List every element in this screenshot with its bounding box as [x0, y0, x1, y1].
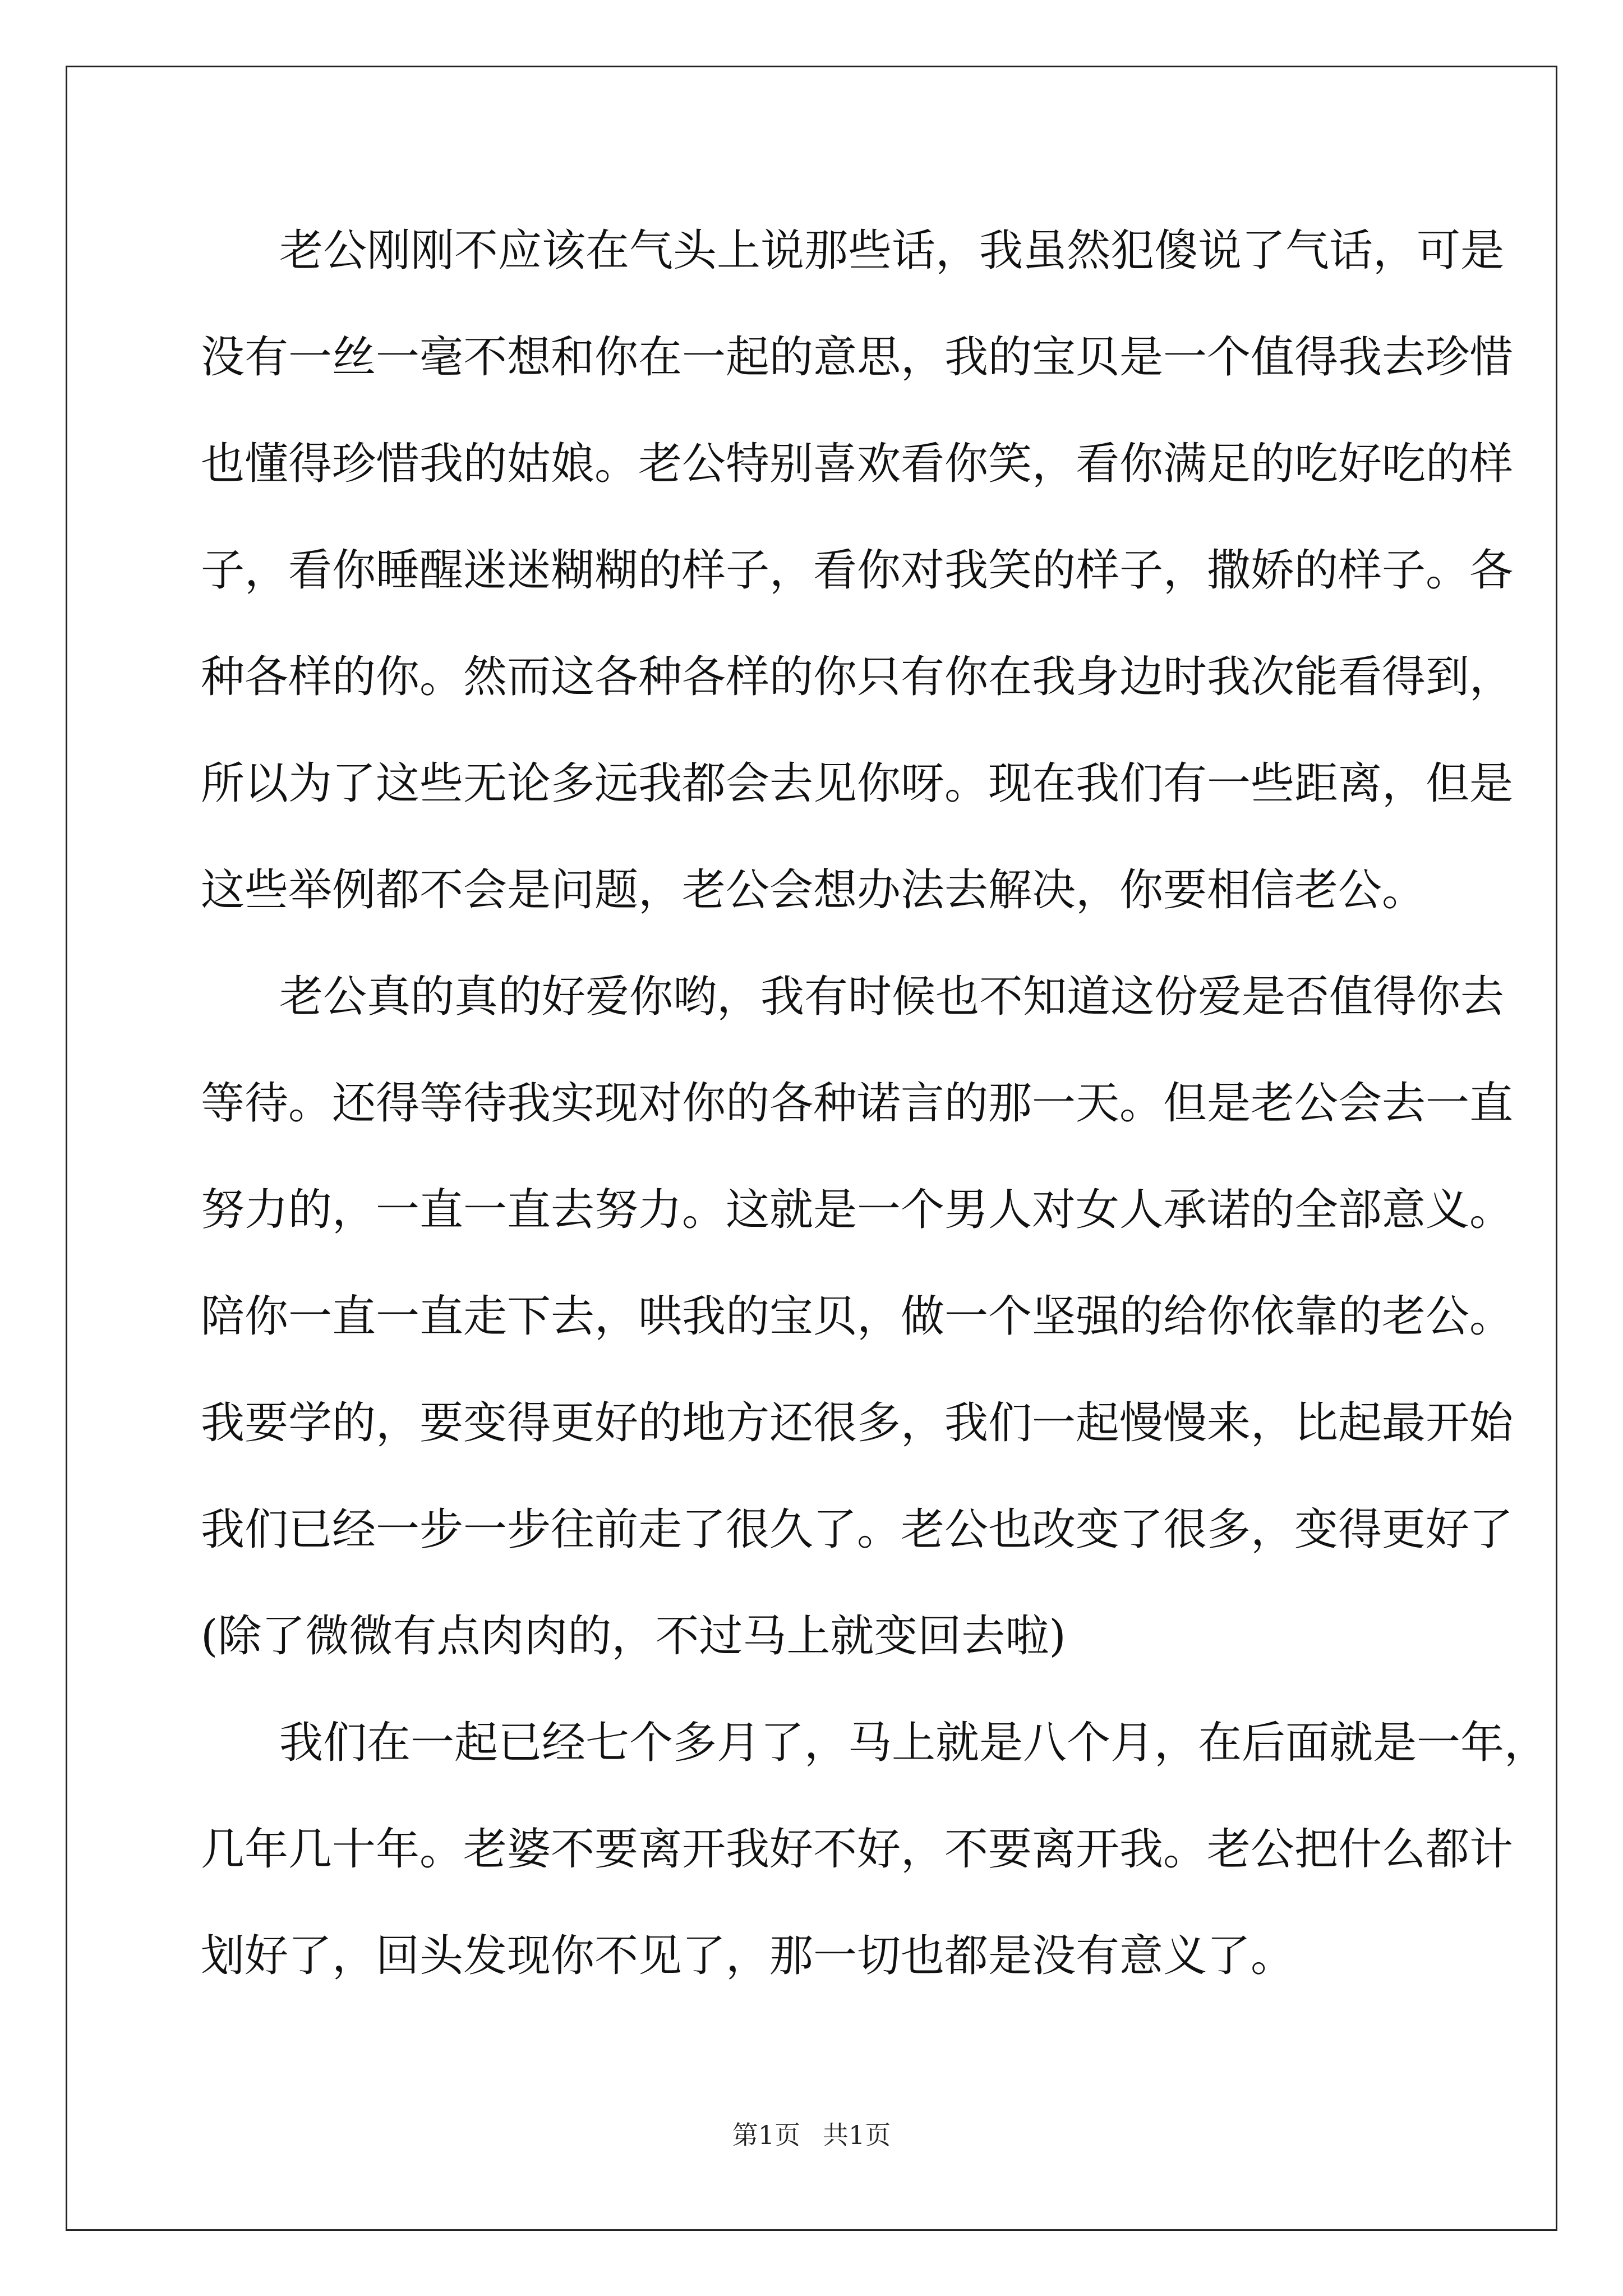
- page-number: 第1页: [732, 2120, 800, 2150]
- text-line: 努力的，一直一直去努力。这就是一个男人对女人承诺的全部意义。: [201, 1185, 1514, 1235]
- text-line: 老公刚刚不应该在气头上说那些话，我虽然犯傻说了气话，可是: [279, 226, 1505, 276]
- text-line: 种各样的你。然而这各种各样的你只有你在我身边时我次能看得到，: [201, 652, 1514, 702]
- page-total: 共1页: [823, 2120, 891, 2150]
- text-line: 子，看你睡醒迷迷糊糊的样子，看你对我笑的样子，撒娇的样子。各: [201, 545, 1514, 596]
- text-line: 没有一丝一毫不想和你在一起的意思，我的宝贝是一个值得我去珍惜: [201, 332, 1514, 383]
- text-line: 陪你一直一直走下去，哄我的宝贝，做一个坚强的给你依靠的老公。: [201, 1291, 1514, 1342]
- text-line: 也懂得珍惜我的姑娘。老公特别喜欢看你笑，看你满足的吃好吃的样: [201, 439, 1514, 489]
- text-line: 所以为了这些无论多远我都会去见你呀。现在我们有一些距离，但是: [201, 758, 1514, 809]
- text-line: 我们在一起已经七个多月了，马上就是八个月，在后面就是一年，: [279, 1718, 1548, 1768]
- text-line: 这些举例都不会是问题，老公会想办法去解决，你要相信老公。: [201, 865, 1426, 915]
- text-line: 我要学的，要变得更好的地方还很多，我们一起慢慢来，比起最开始: [201, 1398, 1514, 1448]
- text-line: 老公真的真的好爱你哟，我有时候也不知道这份爱是否值得你去: [279, 972, 1505, 1022]
- text-line: (除了微微有点肉肉的，不过马上就变回去啦): [201, 1611, 1066, 1662]
- document-body: [201, 209, 1548, 2021]
- text-line: 等待。还得等待我实现对你的各种诺言的那一天。但是老公会去一直: [201, 1078, 1514, 1129]
- page-footer: [0, 2115, 1623, 2152]
- text-line: 我们已经一步一步往前走了很久了。老公也改变了很多，变得更好了: [201, 1504, 1514, 1555]
- text-line: 划好了，回头发现你不见了，那一切也都是没有意义了。: [201, 1931, 1295, 1981]
- text-line: 几年几十年。老婆不要离开我好不好，不要离开我。老公把什么都计: [201, 1824, 1514, 1875]
